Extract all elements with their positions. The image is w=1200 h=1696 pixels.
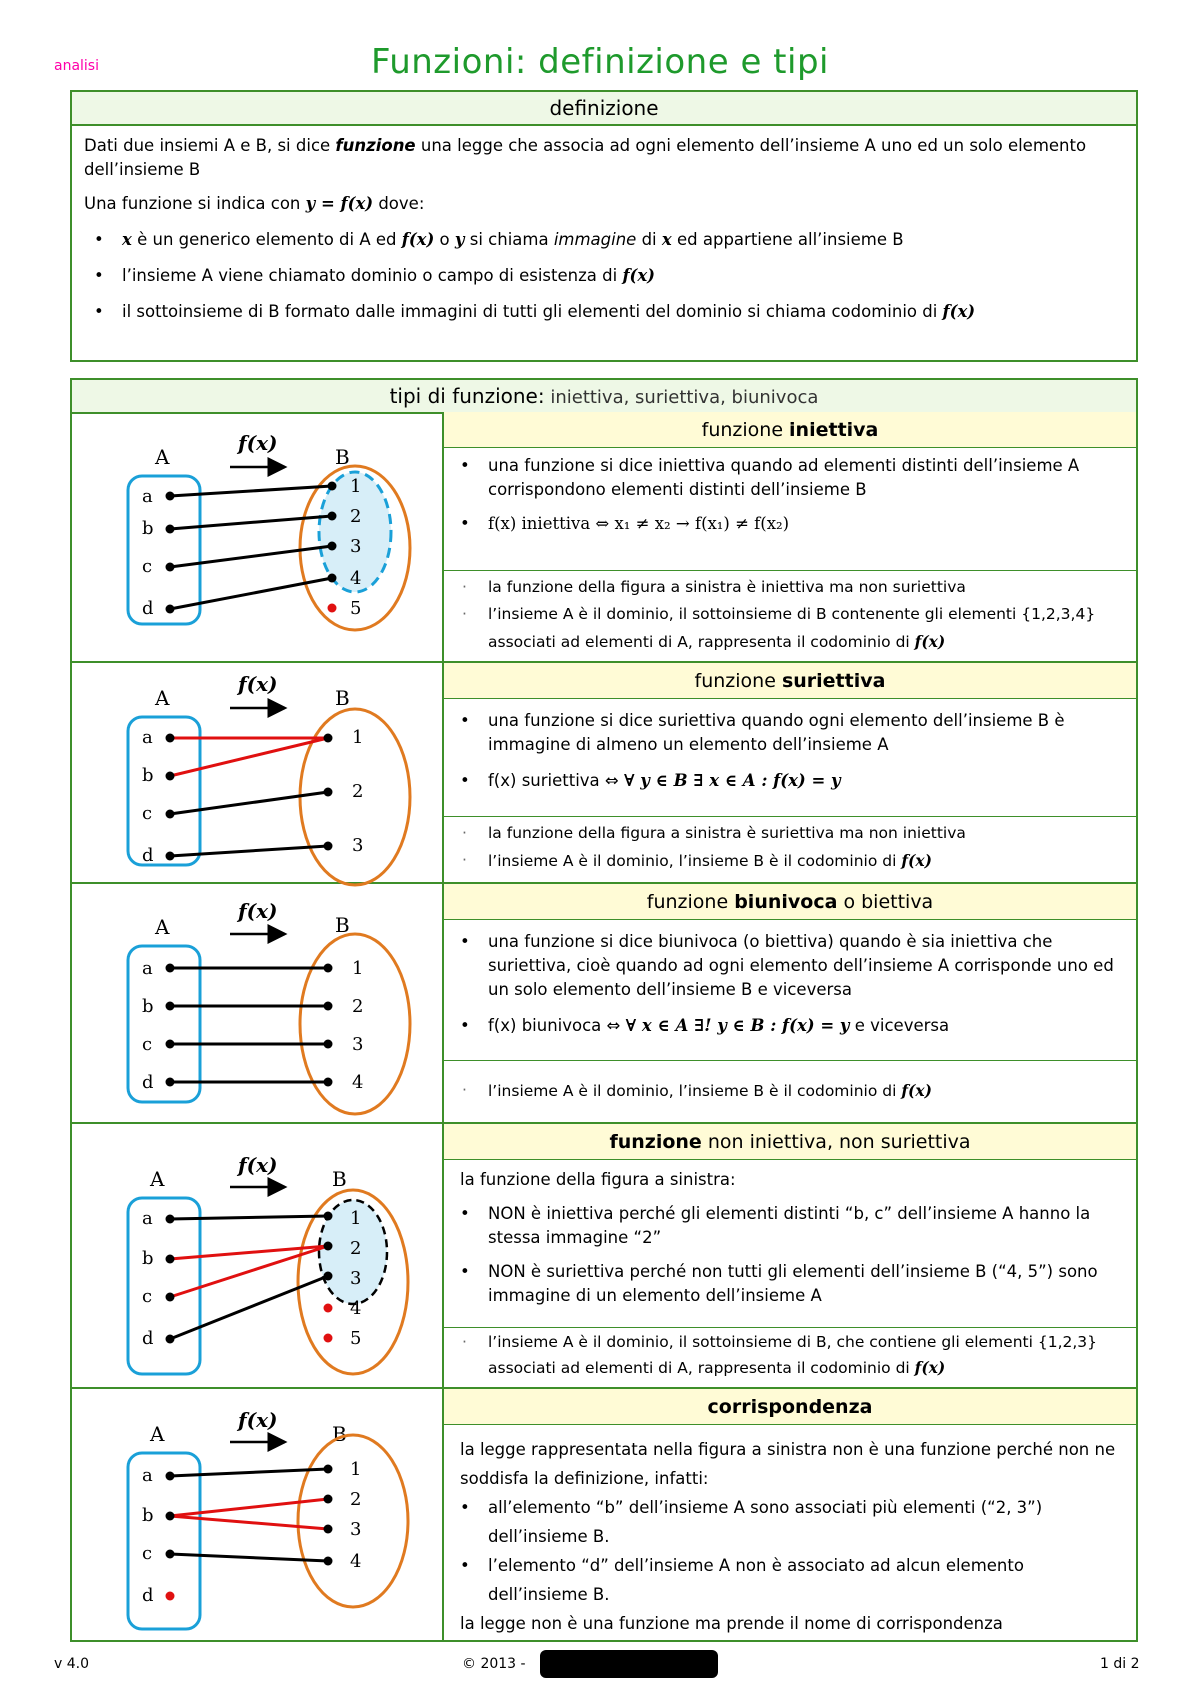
element-b: b (142, 765, 154, 786)
suriettiva-note-2: · l’insieme A è il dominio, l’insieme B è il codominio di f(x) (450, 847, 1126, 875)
iniettiva-note-2: · l’insieme A è il dominio, il sottoinsieme di B contenente gli elementi {1,2,3,4} associati ad elementi di A, rappresenta il codominio di f(x) (450, 601, 1126, 656)
element-c: c (142, 803, 153, 824)
bullet-codominio: • il sottoinsieme di B formato dalle immagini di tutti gli elementi del dominio si chiama codominio di f(x) (84, 300, 1124, 324)
corrispondenza-outro: la legge non è una funzione ma prende il nome di corrispondenza (460, 1614, 1003, 1633)
element-d: d (142, 1328, 154, 1349)
nonnon-bullet-2: • NON è suriettiva perché non tutti gli elementi dell’insieme B (“4, 5”) sono immagine di un elemento dell’insieme A (450, 1260, 1126, 1308)
corrispondenza-bullet-1: • all’elemento “b” dell’insieme A sono associati più elementi (“2, 3”) dell’insieme B. (450, 1493, 1126, 1551)
section-separator (444, 816, 1136, 817)
set-b-label: B (332, 1167, 347, 1191)
element-3: 3 (350, 1268, 362, 1289)
element-5: 5 (350, 1328, 362, 1349)
element-b: b (142, 1505, 154, 1526)
iniettiva-formula: • f(x) iniettiva ⇔ x₁ ≠ x₂ → f(x₁) ≠ f(x₂) (450, 512, 1126, 536)
biunivoca-formula: • f(x) biunivoca ⇔ ∀ x ∈ A ∃! y ∈ B : f(x) = y e viceversa (450, 1014, 1126, 1038)
nonnon-intro: la funzione della figura a sinistra: (460, 1170, 736, 1189)
nonnon-bullet-1: • NON è iniettiva perché gli elementi distinti “b, c” dell’insieme A hanno la stessa immagine “2” (450, 1202, 1126, 1250)
diagram-nonnon (128, 1153, 408, 1374)
set-a-label: A (155, 915, 170, 939)
element-2: 2 (350, 506, 362, 527)
element-1: 1 (350, 1459, 362, 1480)
set-a-label: A (150, 1422, 165, 1446)
fx-label: f(x) (238, 1408, 278, 1432)
element-a: a (142, 727, 153, 748)
element-a: a (142, 1465, 153, 1486)
fx-label: f(x) (238, 431, 278, 455)
element-4: 4 (352, 1072, 364, 1093)
corrispondenza-intro: la legge rappresentata nella figura a sinistra non è una funzione perché non ne soddisfa la definizione, infatti: (460, 1440, 1116, 1488)
element-c: c (142, 1543, 153, 1564)
version-label: v 4.0 (54, 1656, 89, 1672)
element-2: 2 (352, 996, 364, 1017)
set-a-label: A (155, 686, 170, 710)
element-d: d (142, 1585, 154, 1606)
element-d: d (142, 1072, 154, 1093)
element-1: 1 (350, 1208, 362, 1229)
element-5: 5 (350, 598, 362, 619)
biunivoca-section (444, 884, 1136, 1122)
element-c: c (142, 1286, 153, 1307)
subject-tag: analisi (54, 58, 99, 74)
copyright-label: © 2013 - (462, 1656, 526, 1672)
definizione-heading: definizione (72, 92, 1136, 126)
redacted-author (540, 1650, 718, 1678)
element-b: b (142, 1248, 154, 1269)
element-b: b (142, 518, 154, 539)
suriettiva-formula: • f(x) suriettiva ⇔ ∀ y ∈ B ∃ x ∈ A : f(x) = y (450, 769, 1126, 793)
notation-paragraph: Una funzione si indica con y = f(x) dove: (84, 194, 425, 213)
fx-label: f(x) (238, 672, 278, 696)
diagram-biunivoca (128, 899, 410, 1114)
set-a-label: A (155, 445, 170, 469)
diagram-suriettiva (128, 672, 410, 885)
element-2: 2 (352, 781, 364, 802)
nonnon-note-1: · l’insieme A è il dominio, il sottoinsieme di B, che contiene gli elementi {1,2,3} associati ad elementi di A, rappresenta il codominio di f(x) (450, 1329, 1126, 1381)
corrispondenza-bullet-2: • l’elemento “d” dell’insieme A non è associato ad alcun elemento dell’insieme B. (450, 1551, 1126, 1609)
set-b-label: B (335, 686, 350, 710)
page-title: Funzioni: definizione e tipi (371, 42, 829, 82)
element-a: a (142, 486, 153, 507)
definizione-paragraph: Dati due insiemi A e B, si dice funzione una legge che associa ad ogni elemento dell’insieme A uno ed un solo elemento dell’insieme B (84, 136, 1087, 179)
nonnon-section (444, 1124, 1136, 1387)
suriettiva-section (444, 663, 1136, 882)
fx-label: f(x) (238, 1153, 278, 1177)
element-2: 2 (350, 1238, 362, 1259)
bullet-immagine: • x è un generico elemento di A ed f(x) o y si chiama immagine di x ed appartiene all’insieme B (84, 228, 1124, 252)
element-1: 1 (352, 958, 364, 979)
nonnon-title: funzione non iniettiva, non suriettiva (444, 1124, 1136, 1160)
element-c: c (142, 1034, 153, 1055)
element-1: 1 (352, 727, 364, 748)
page-number: 1 di 2 (1100, 1656, 1140, 1672)
bullet-dominio: • l’insieme A viene chiamato dominio o campo di esistenza di f(x) (84, 264, 1124, 288)
section-separator (444, 1327, 1136, 1328)
biunivoca-definition: • una funzione si dice biunivoca (o biettiva) quando è sia iniettiva che suriettiva, cioè quando ad ogni elemento dell’insieme A corrisponde uno ed un solo elemento dell’insieme B e viceversa (450, 930, 1126, 1002)
element-c: c (142, 556, 153, 577)
element-d: d (142, 598, 154, 619)
diagram-corrispondenza (128, 1408, 408, 1629)
iniettiva-note-1: · la funzione della figura a sinistra è iniettiva ma non suriettiva (450, 574, 1126, 601)
definizione-box (70, 90, 1138, 362)
element-3: 3 (350, 536, 362, 557)
biunivoca-note-1: · l’insieme A è il dominio, l’insieme B è il codominio di f(x) (450, 1077, 1126, 1105)
section-separator (444, 570, 1136, 571)
element-3: 3 (352, 1034, 364, 1055)
set-b-label: B (335, 913, 350, 937)
element-a: a (142, 1208, 153, 1229)
section-separator (444, 1060, 1136, 1061)
element-4: 4 (350, 1551, 362, 1572)
tipi-heading: tipi di funzione: iniettiva, suriettiva, biunivoca (72, 380, 1136, 414)
biunivoca-title: funzione biunivoca o biettiva (444, 884, 1136, 920)
diagram-iniettiva (128, 431, 410, 630)
iniettiva-definition: • una funzione si dice iniettiva quando ad elementi distinti dell’insieme A corrispondono elementi distinti dell’insieme B (450, 454, 1126, 502)
set-b-label: B (335, 445, 350, 469)
corrispondenza-section (444, 1389, 1136, 1642)
element-1: 1 (350, 476, 362, 497)
element-2: 2 (350, 1489, 362, 1510)
element-3: 3 (352, 835, 364, 856)
suriettiva-title: funzione suriettiva (444, 663, 1136, 699)
iniettiva-section (444, 412, 1136, 661)
set-a-label: A (150, 1167, 165, 1191)
element-3: 3 (350, 1519, 362, 1540)
suriettiva-definition: • una funzione si dice suriettiva quando ogni elemento dell’insieme B è immagine di almeno un elemento dell’insieme A (450, 709, 1126, 757)
element-b: b (142, 996, 154, 1017)
corrispondenza-title: corrispondenza (444, 1389, 1136, 1425)
element-d: d (142, 845, 154, 866)
fx-label: f(x) (238, 899, 278, 923)
set-b-label: B (332, 1422, 347, 1446)
iniettiva-title: funzione iniettiva (444, 412, 1136, 448)
suriettiva-note-1: · la funzione della figura a sinistra è suriettiva ma non iniettiva (450, 820, 1126, 847)
element-4: 4 (350, 568, 362, 589)
mapping-diagrams (70, 412, 444, 1642)
element-a: a (142, 958, 153, 979)
element-4: 4 (350, 1298, 362, 1319)
